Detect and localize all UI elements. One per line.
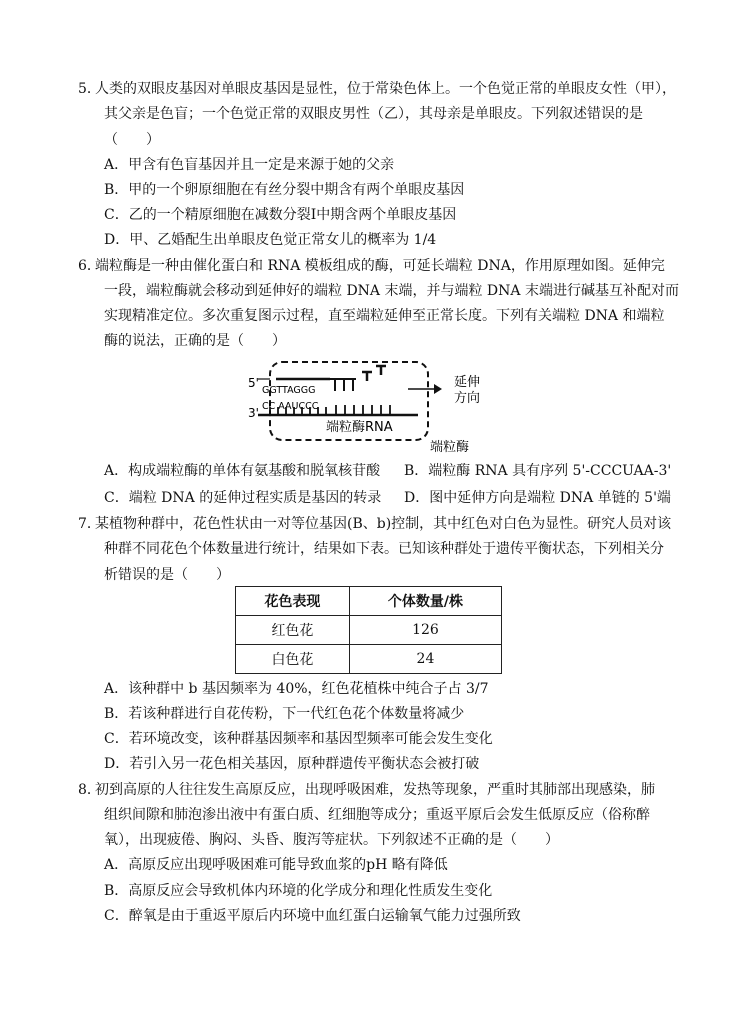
question-number: 8．: [78, 782, 101, 798]
rna-sequence: CC AAUCCC: [262, 401, 319, 412]
option-a: A．构成端粒酶的单体有氨基酸和脱氧核苷酸: [104, 463, 381, 479]
option-c: C．端粒 DNA 的延伸过程实质是基因的转录: [104, 490, 382, 506]
question-stem-line: （ ）: [104, 132, 160, 148]
question-number: 6．: [78, 258, 101, 274]
table-cell: 126: [349, 616, 501, 645]
question-stem-line: 一段，端粒酶就会移动到延伸好的端粒 DNA 末端，并与端粒 DNA 末端进行碱基互补配对而: [104, 283, 679, 299]
option-d: D．图中延伸方向是端粒 DNA 单链的 5'端: [404, 490, 671, 506]
table-cell: 24: [349, 645, 501, 674]
question-stem-line: 人类的双眼皮基因对单眼皮基因是显性，位于常染色体上。一个色觉正常的单眼皮女性（甲），: [95, 81, 676, 97]
table-header-cell: 个体数量/株: [349, 587, 501, 616]
table-row: [236, 645, 502, 674]
option-b: B．高原反应会导致机体内环境的化学成分和理化性质发生变化: [104, 883, 493, 899]
question-stem-line: 某植物种群中，花色性状由一对等位基因(B、b)控制，其中红色对白色为显性。研究人员对该: [95, 516, 672, 532]
option-d: D．甲、乙婚配生出单眼皮色觉正常女儿的概率为 1/4: [104, 232, 437, 248]
question-stem-line: 析错误的是（ ）: [104, 567, 230, 583]
option-c: C．乙的一个精原细胞在减数分裂Ⅰ中期含两个单眼皮基因: [104, 207, 457, 223]
flower-color-table: [235, 586, 502, 674]
arrow-head: [434, 384, 442, 394]
telomerase-diagram: [248, 355, 508, 455]
question-number: 5．: [78, 81, 101, 97]
option-a: A．该种群中 b 基因频率为 40%，红色花植株中纯合子占 3/7: [104, 681, 489, 697]
direction-label-2: 方向: [454, 391, 481, 406]
option-b: B．若该种群进行自花传粉，下一代红色花个体数量将减少: [104, 706, 465, 722]
question-number: 7．: [78, 516, 101, 532]
question-stem-line: 其父亲是色盲；一个色觉正常的双眼皮男性（乙），其母亲是单眼皮。下列叙述错误的是: [104, 106, 643, 122]
option-b: B．甲的一个卵原细胞在有丝分裂中期含有两个单眼皮基因: [104, 182, 465, 198]
question-stem-line: 端粒酶是一种由催化蛋白和 RNA 模板组成的酶，可延长端粒 DNA，作用原理如图。延伸完: [95, 258, 665, 274]
option-a: A．高原反应出现呼吸困难可能导致血浆的pH 略有降低: [104, 857, 448, 873]
question-stem-line: 实现精准定位。多次重复图示过程，直至端粒延伸至正常长度。下列有关端粒 DNA 和端粒: [104, 308, 665, 324]
label-3prime: 3': [248, 406, 259, 420]
table-cell: 白色花: [236, 645, 350, 674]
question-stem-line: 种群不同花色个体数量进行统计，结果如下表。已知该种群处于遗传平衡状态，下列相关分: [104, 541, 664, 557]
option-a: A．甲含有色盲基因并且一定是来源于她的父亲: [104, 157, 395, 173]
option-b: B．端粒酶 RNA 具有序列 5'-CCCUAA-3': [404, 463, 672, 479]
question-stem-line: 组织间隙和肺泡渗出液中有蛋白质、红细胞等成分；重返平原后会发生低原反应（俗称醉: [104, 807, 650, 823]
rna-label: 端粒酶RNA: [326, 420, 393, 435]
option-d: D．若引入另一花色相关基因，原种群遗传平衡状态会被打破: [104, 756, 480, 772]
question-stem-line: 氧），出现疲倦、胸闷、头昏、腹泻等症状。下列叙述不正确的是（ ）: [104, 832, 559, 848]
enzyme-label: 端粒酶: [430, 440, 470, 455]
table-row: [236, 616, 502, 645]
table-header-cell: 花色表现: [236, 587, 350, 616]
table-header-row: [236, 587, 502, 616]
option-c: C．若环境改变，该种群基因频率和基因型频率可能会发生变化: [104, 731, 493, 747]
new-nucleotides: [330, 379, 356, 391]
free-nucleotides: [362, 366, 386, 381]
label-5prime: 5': [248, 376, 259, 390]
table-cell: 红色花: [236, 616, 350, 645]
question-stem-line: 酶的说法，正确的是（ ）: [104, 333, 286, 349]
question-stem-line: 初到高原的人往往发生高原反应，出现呼吸困难，发热等现象，严重时其肺部出现感染，肺: [95, 782, 655, 798]
dna-sequence: GGTTAGGG: [262, 385, 316, 396]
option-c: C．醉氧是由于重返平原后内环境中血红蛋白运输氧气能力过强所致: [104, 908, 521, 924]
direction-label-1: 延伸: [454, 375, 481, 390]
